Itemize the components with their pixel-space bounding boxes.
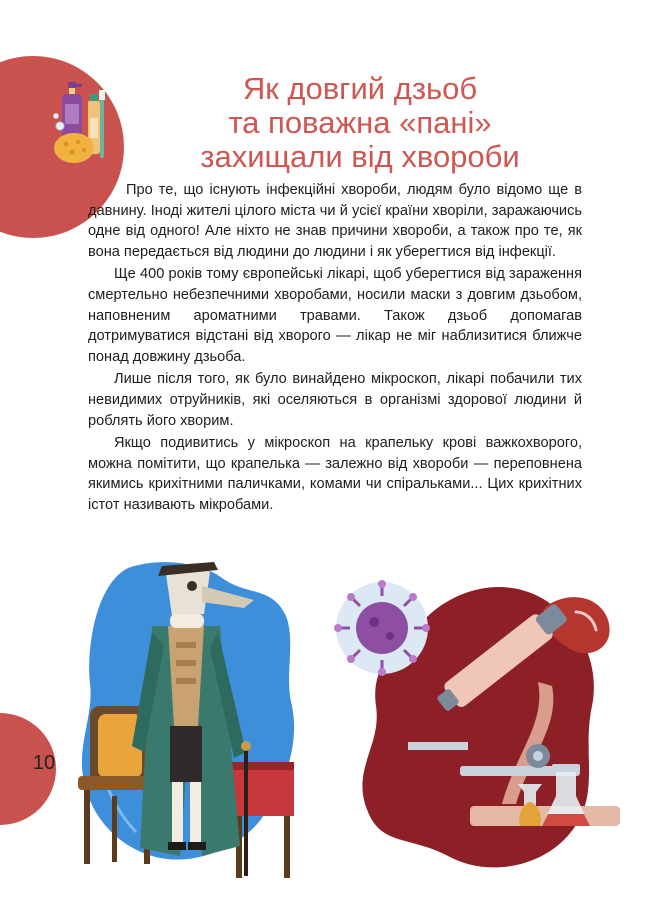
title-line-2: та поважна «пані»	[228, 105, 492, 140]
title-line-3: захищали від хвороби	[200, 139, 520, 174]
paragraph-2: Ще 400 років тому європейські лікарі, щоб уберегтися від зараження смертельно небезпечними хворобами, носили маски з довгим дзьобом, наповненим ароматними травами. Також дзьоб допомагав дотримуватися відстані від хворого — лікар не міг наблизитися ближче понад довжину дзьоба.	[88, 266, 582, 365]
paragraph-3: Лише після того, як було винайдено мікроскоп, лікарі побачили тих невидимих отруйників, які оселяються в організмі здорової людини й роблять його хворим.	[88, 371, 582, 429]
paragraph-1: Про те, що існують інфекційні хвороби, людям було відомо ще в давнину. Іноді жителі цілого міста чи й усієї країни хворіли, заражаючись одне від одного! Але ніхто не знав причини хвороби, а також про те, як вона передається від людини до людини і як уберегтися від інфекції.	[88, 182, 582, 260]
article-body	[88, 180, 582, 518]
plague-doctor-illustration	[72, 556, 300, 886]
page-title	[150, 72, 570, 174]
paragraph-4: Якщо подивитись у мікроскоп на крапельку крові важкохворого, можна помітити, що крапелька — залежно від хвороби — переповнена якимись крихітними паличками, комами чи спіральками... Цих крихітних істот називають мікробами.	[88, 435, 582, 513]
microscope-and-virus-illustration	[320, 556, 620, 886]
hygiene-products-icon	[50, 78, 114, 168]
title-line-1: Як довгий дзьоб	[242, 71, 478, 106]
page-number: 10	[32, 752, 56, 774]
